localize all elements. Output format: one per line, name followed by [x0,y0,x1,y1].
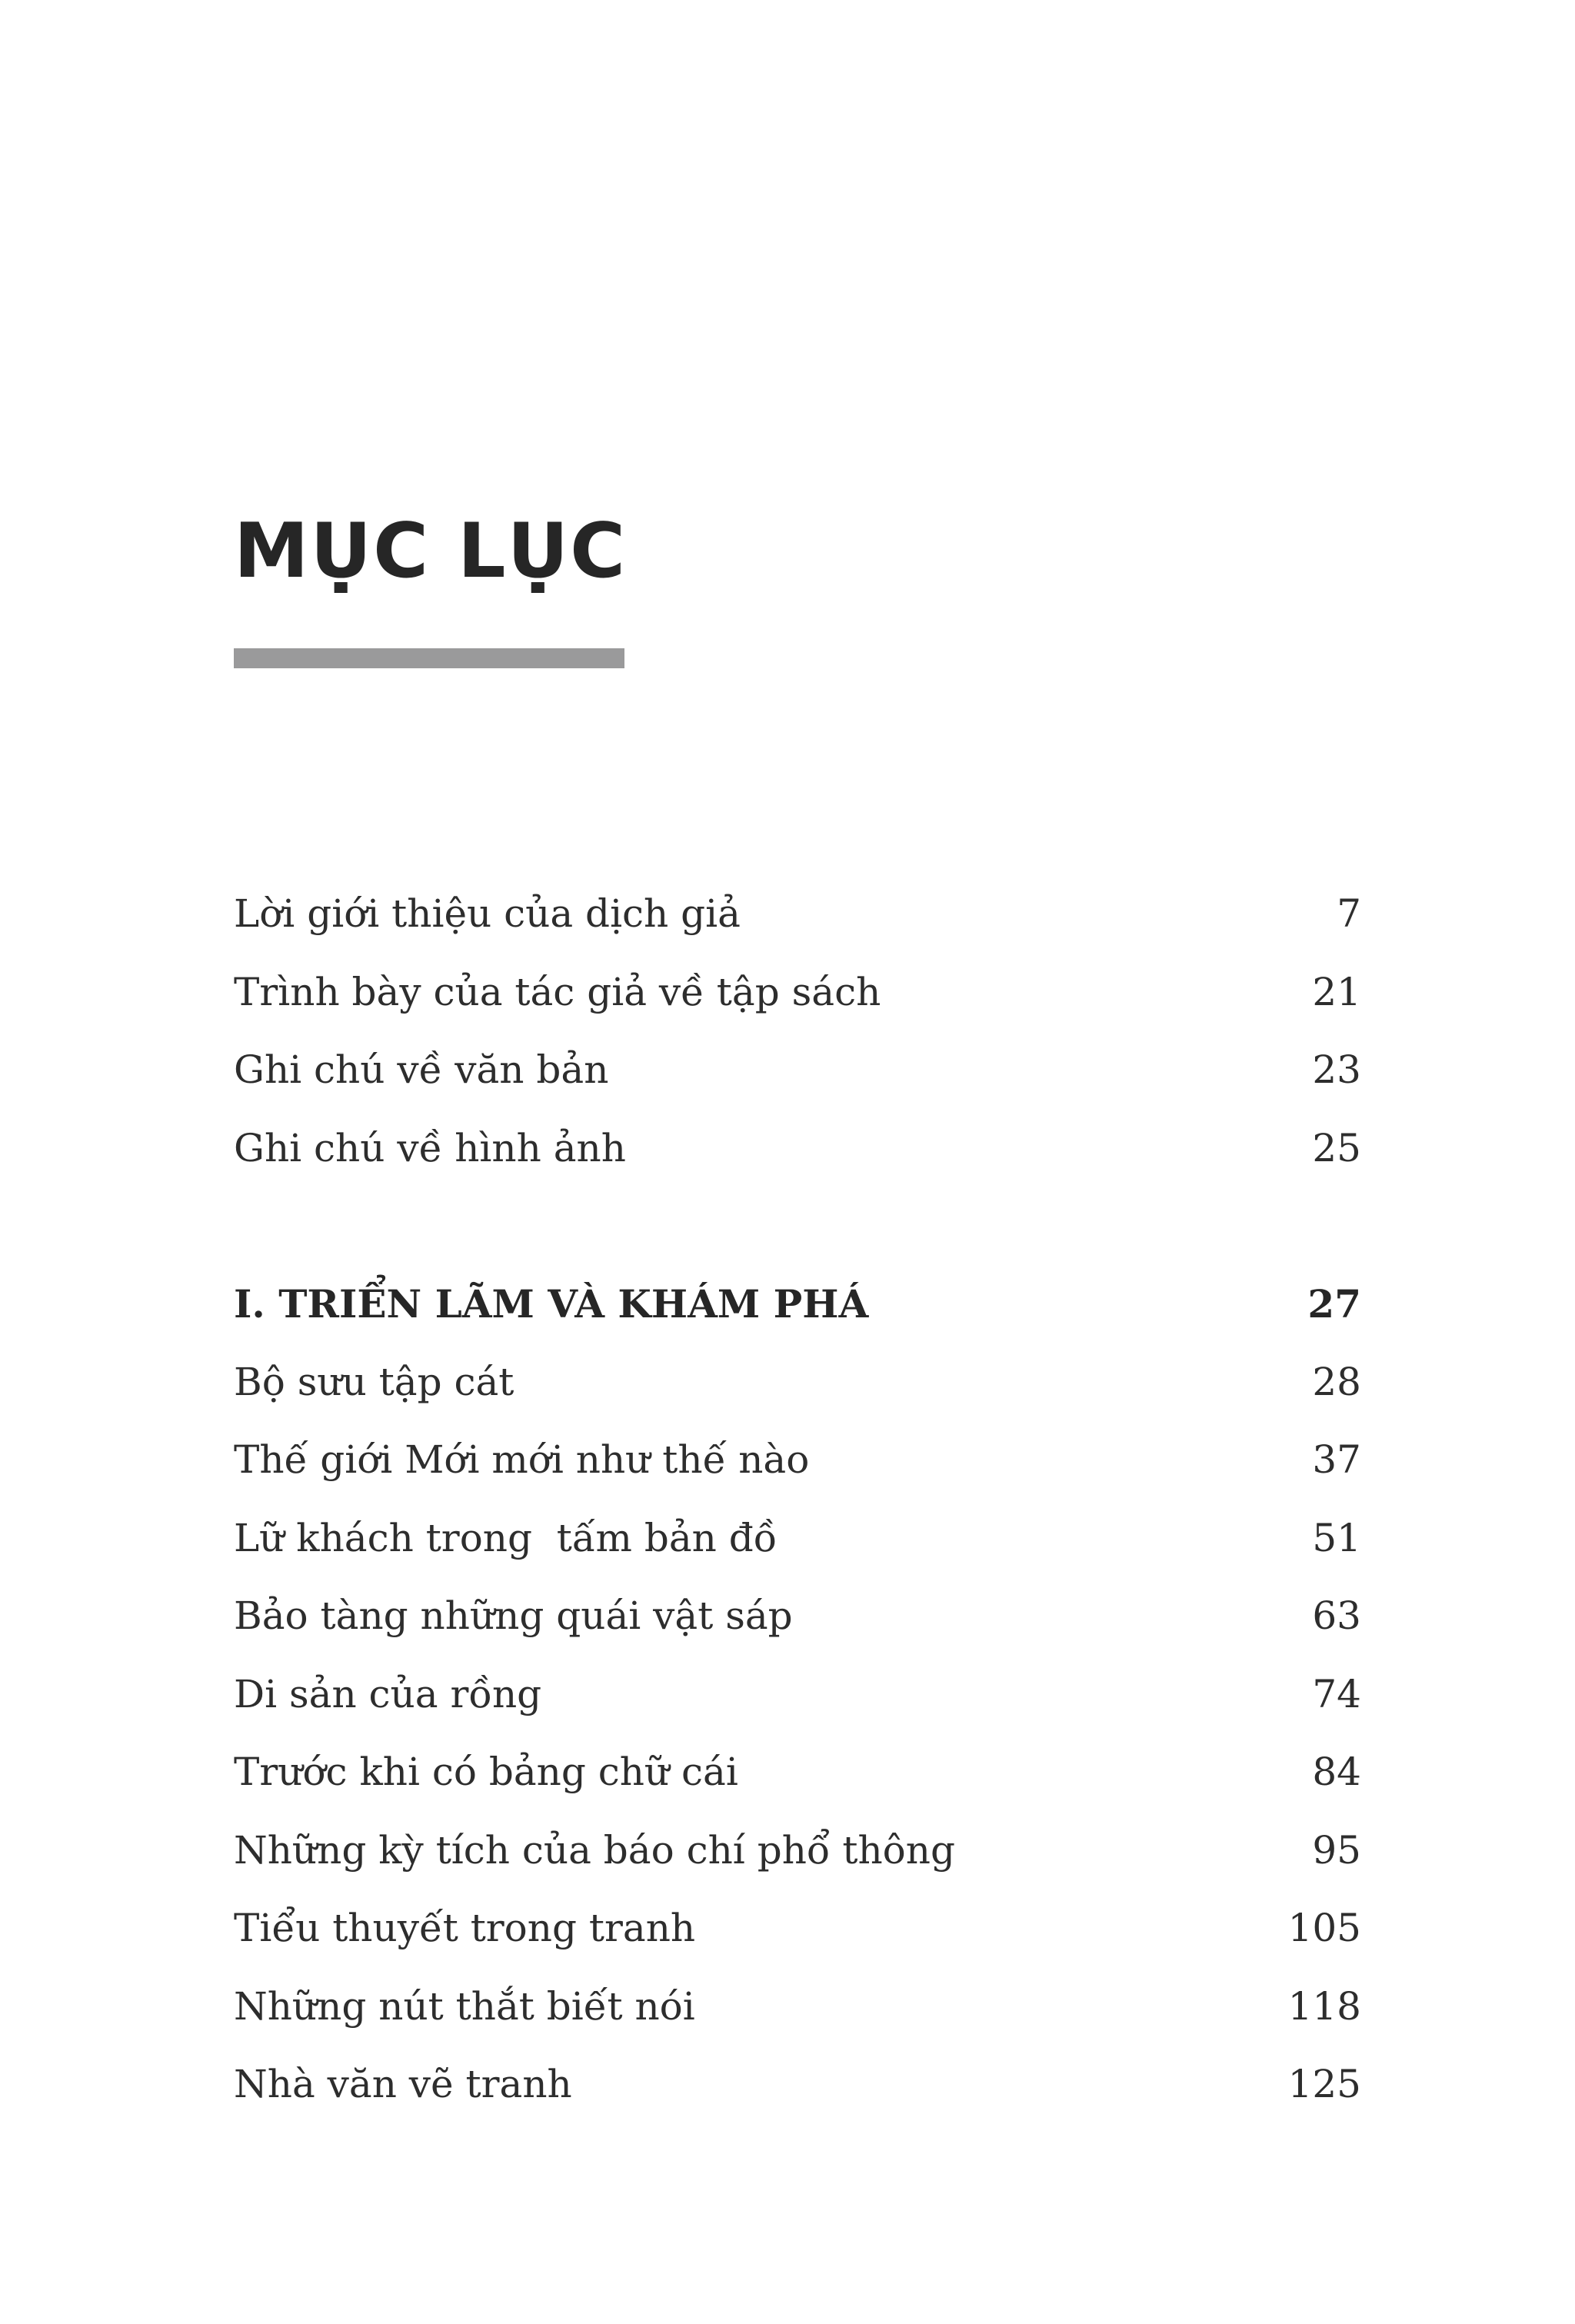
toc-entry-page: 37 [1312,1437,1361,1482]
toc-entry [234,1812,1361,1890]
toc-entry [234,954,1361,1032]
toc-entry [234,1968,1361,2046]
toc-entry [234,1500,1361,1578]
toc-entry-label: Bộ sưu tập cát [234,1359,514,1404]
toc-entry-page: 51 [1312,1515,1361,1560]
toc-entry-page: 95 [1312,1827,1361,1873]
toc-entry-page: 25 [1312,1125,1361,1170]
toc-entry-label: Ghi chú về hình ảnh [234,1125,626,1170]
toc-entry-label: Di sản của rồng [234,1671,542,1716]
toc-entry-label: Bảo tàng những quái vật sáp [234,1593,793,1638]
toc-entry-label: Ghi chú về văn bản [234,1047,609,1092]
toc-part-heading [234,1265,1361,1343]
toc-entry-page: 84 [1312,1750,1361,1794]
toc-entry-label: Trước khi có bảng chữ cái [234,1750,738,1794]
toc-entry-page: 118 [1287,1983,1361,2029]
toc-entry [234,1577,1361,1656]
page-title: MỤC LỤC [234,508,628,595]
toc-entry [234,1733,1361,1812]
title-underline-bar [234,648,624,668]
toc-entry-page: 74 [1312,1671,1361,1716]
toc-entry-page: 23 [1312,1047,1361,1092]
toc-part-1 [234,1265,1361,2124]
toc-entry-page: 125 [1287,2062,1361,2106]
toc-entry [234,1421,1361,1500]
toc-entry-label: Lữ khách trong tấm bản đồ [234,1515,778,1560]
toc-entry-page: 28 [1312,1359,1361,1404]
toc-entry [234,1031,1361,1110]
toc-entry-label: Nhà văn vẽ tranh [234,2062,572,2106]
toc-entry [234,2046,1361,2124]
toc-entry-label: Lời giới thiệu của dịch giả [234,891,741,936]
toc-entry-label: Những kỳ tích của báo chí phổ thông [234,1827,955,1873]
toc-entry [234,1656,1361,1734]
toc-entry-label: Thế giới Mới mới như thế nào [234,1437,810,1482]
toc-part-heading-label: I. TRIỂN LÃM VÀ KHÁM PHÁ [234,1281,869,1327]
toc-entry [234,1343,1361,1422]
toc-part-heading-page: 27 [1307,1281,1361,1327]
toc-entry [234,1110,1361,1188]
toc-front-matter [234,875,1361,1187]
toc-entry-page: 7 [1337,891,1361,936]
toc-entry [234,875,1361,954]
toc-entry [234,1889,1361,1968]
toc-entry-label: Tiểu thuyết trong tranh [234,1906,696,1950]
toc-entry-label: Trình bày của tác giả về tập sách [234,969,881,1014]
toc-entry-page: 63 [1312,1593,1361,1638]
toc-entry-page: 21 [1312,969,1361,1014]
toc-entry-label: Những nút thắt biết nói [234,1983,695,2029]
toc-entry-page: 105 [1287,1906,1361,1950]
